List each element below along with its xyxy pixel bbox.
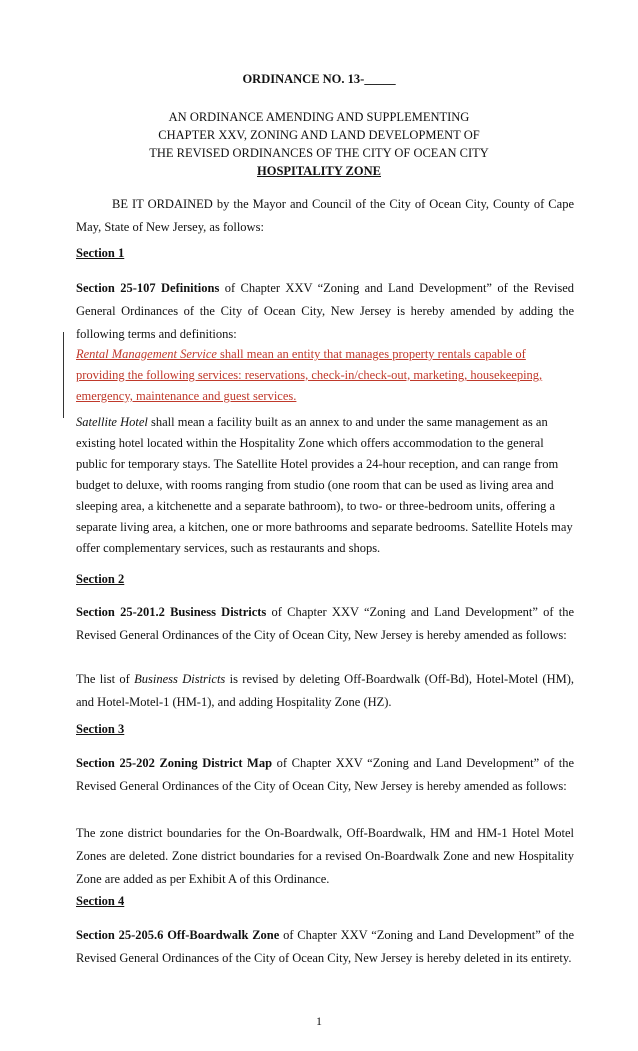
revision-margin-bar <box>63 332 64 418</box>
section-paragraph <box>76 601 574 647</box>
section-heading: Section 3 <box>76 722 125 736</box>
definition-paragraph <box>76 412 574 559</box>
section-text: of Chapter XXV “Zoning and Land Development” of the Revised General Ordinances of the City of Ocean City, New Jersey is hereby amended by adding the following terms and definitions: <box>76 281 574 341</box>
subtitle-line: THE REVISED ORDINANCES OF THE CITY OF OCEAN CITY <box>149 146 489 160</box>
subtitle-zone-name: HOSPITALITY ZONE <box>257 164 381 178</box>
section-heading: Section 1 <box>76 246 125 260</box>
page-number: 1 <box>316 1014 322 1028</box>
section-paragraph <box>76 277 574 346</box>
section-heading: Section 4 <box>76 894 125 908</box>
definition-term: Satellite Hotel <box>76 415 148 429</box>
definition-text: shall mean an entity that manages property rentals capable of providing the following services: reservations, check-in/check-out, marketing, housekeeping, emergency, maintenance and guest services. <box>76 347 543 403</box>
ordinance-subtitle <box>0 108 638 180</box>
definition-term: Rental Management Service <box>76 347 217 361</box>
section-paragraph <box>76 752 574 798</box>
section-reference: Section 25-202 Zoning District Map <box>76 756 273 770</box>
section-heading: Section 2 <box>76 572 125 586</box>
subtitle-line: AN ORDINANCE AMENDING AND SUPPLEMENTING <box>168 110 470 124</box>
section-text: of Chapter XXV “Zoning and Land Development” of the Revised General Ordinances of the City of Ocean City, New Jersey is hereby amended as follows: <box>76 756 574 793</box>
section-paragraph: The zone district boundaries for the On-Boardwalk, Off-Boardwalk, HM and HM-1 Hotel Motel Zones are deleted. Zone district boundaries for a revised On-Boardwalk Zone and new Hospitality Zone are added as per Exhibit A of this Ordinance. <box>76 826 574 886</box>
ordinance-title: ORDINANCE NO. 13-_____ <box>242 72 396 86</box>
section-text: of Chapter XXV “Zoning and Land Development” of the Revised General Ordinances of the City of Ocean City, New Jersey is hereby deleted in its entirety. <box>76 928 574 965</box>
section-reference: Section 25-201.2 Business Districts <box>76 605 267 619</box>
section-reference: Section 25-107 Definitions <box>76 281 220 295</box>
section-term: Business Districts <box>134 672 226 686</box>
section-reference: Section 25-205.6 Off-Boardwalk Zone <box>76 928 280 942</box>
section-text: The list of <box>76 672 135 686</box>
section-paragraph <box>76 924 574 970</box>
intro-paragraph: BE IT ORDAINED by the Mayor and Council of the City of Ocean City, County of Cape May, State of New Jersey, as follows: <box>76 197 574 234</box>
section-text: of Chapter XXV “Zoning and Land Development” of the Revised General Ordinances of the City of Ocean City, New Jersey is hereby amended as follows: <box>76 605 574 642</box>
definition-text: shall mean a facility built as an annex to and under the same management as an existing hotel located within the Hospitality Zone which offers accommodation to the general public for temporary stays. The Satellite Hotel provides a 24-hour reception, and can range from budget to deluxe, with rooms ranging from studio (one room that can be used as living area and sleeping area, a kitchenette and a separate bathroom), to two- or three-bedroom units, offering a separate living area, a kitchen, one or more bathrooms and separate bedrooms. Satellite Hotels may offer complementary services, such as restaurants and shops. <box>76 415 573 555</box>
section-text: is revised by deleting Off-Boardwalk (Off-Bd), Hotel-Motel (HM), and Hotel-Motel-1 (HM-1), and adding Hospitality Zone (HZ). <box>76 672 575 709</box>
added-definition <box>76 344 574 407</box>
section-paragraph <box>76 668 574 714</box>
subtitle-line: CHAPTER XXV, ZONING AND LAND DEVELOPMENT OF <box>158 128 480 142</box>
